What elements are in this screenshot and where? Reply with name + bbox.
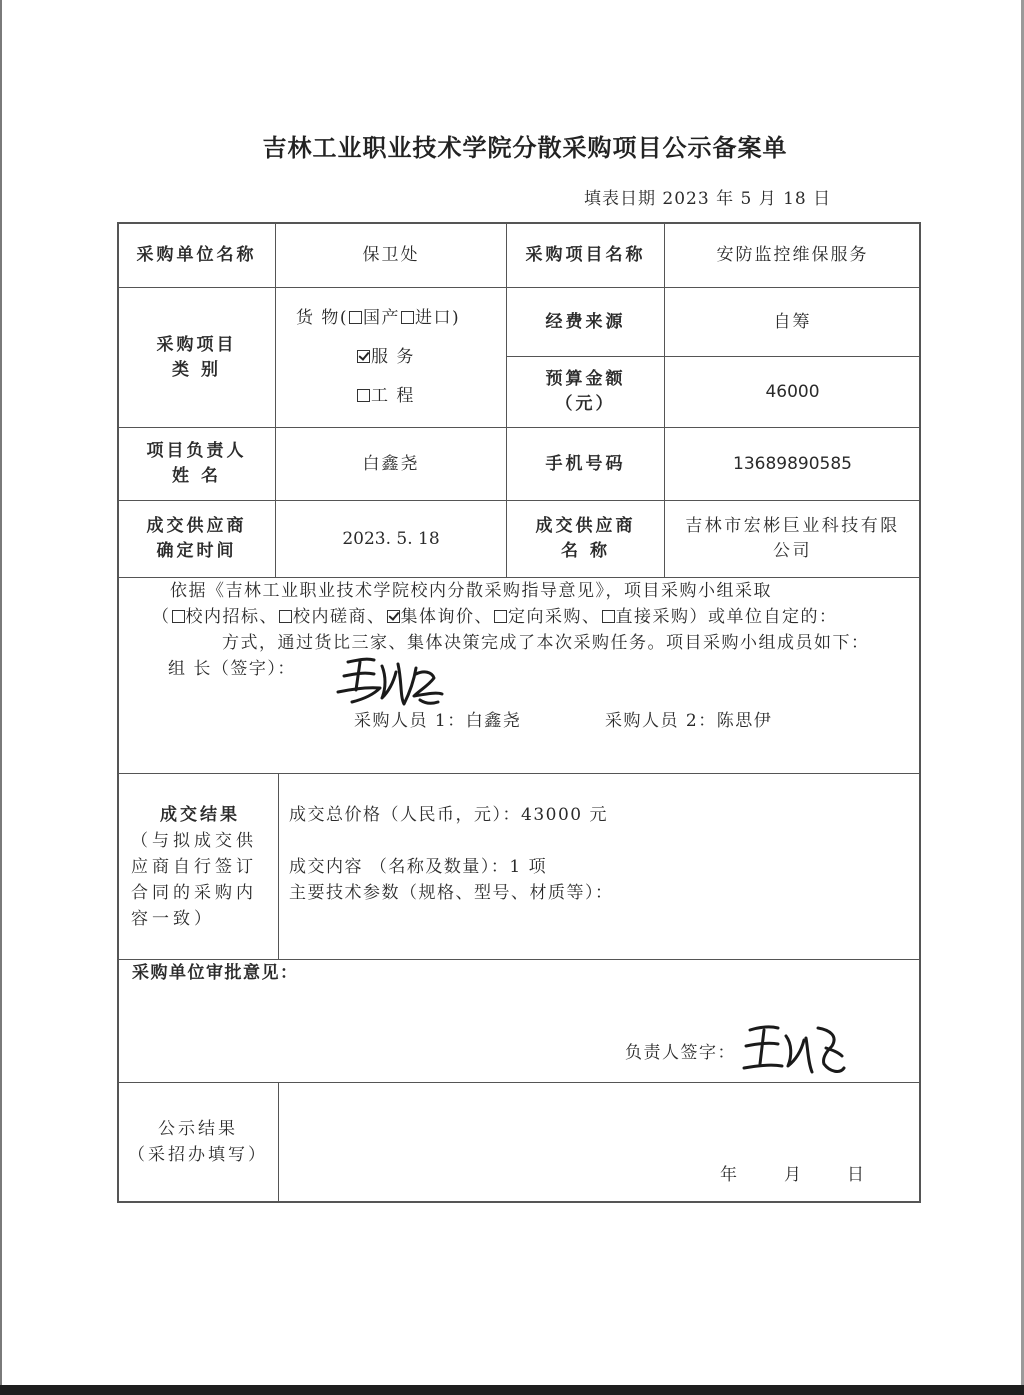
engineering-label: 工 程 [371,386,415,406]
publicity-year: 年 [720,1165,739,1185]
supplier-name-line1: 吉林市宏彬巨业科技有限 [685,516,900,536]
result-label-title: 成交结果 [160,805,240,825]
supplier-name-value [665,501,920,577]
engineering-option [356,384,415,408]
fill-date: 填表日期 2023 年 5 月 18 日 [584,189,832,209]
goods-import-label: 进口) [415,308,461,328]
column-divider [278,773,279,959]
basis-line1: 依据《吉林工业职业技术学院校内分散采购指导意见》，项目采购小组采取 [170,581,772,601]
unit-name-label: 采购单位名称 [136,244,257,265]
inquiry-checkbox[interactable] [387,610,400,623]
supplier-name-label [507,501,664,577]
row-divider [118,773,920,774]
column-divider [278,1082,279,1202]
member1: 采购人员 1：白鑫尧 [354,711,522,731]
service-checkbox[interactable] [357,350,370,363]
page-edge-left [0,0,2,1395]
category-label-line1: 采购项目 [156,334,237,355]
budget-label [507,357,664,427]
approval-signature [740,1018,850,1084]
supplier-name-label-line2: 名 称 [561,541,610,561]
service-label: 服 务 [371,347,415,367]
project-name-value: 安防监控维保服务 [716,244,869,265]
budget-value: 46000 [765,381,820,402]
page-title: 吉林工业职业技术学院分散采购项目公示备案单 [262,133,788,162]
publicity-label [118,1112,278,1172]
supplier-name-line2: 公司 [773,541,812,561]
tech-params: 主要技术参数（规格、型号、材质等）： [289,883,614,903]
publicity-label-line2: （采招办填写） [128,1145,268,1165]
manager-label-line1: 项目负责人 [146,441,247,461]
publicity-label-line1: 公示结果 [158,1119,238,1139]
result-label-line4: 容一致） [131,909,215,929]
leader-signature [330,652,450,714]
result-label-line1: （与拟成交供 [131,831,257,851]
funding-label: 经费来源 [545,311,626,332]
category-label [118,288,275,427]
row-divider [118,959,920,960]
bid-label: 校内招标、 [185,607,278,627]
goods-option [296,306,460,330]
goods-import-checkbox[interactable] [401,311,414,324]
row-divider [118,577,920,578]
manager-name: 白鑫尧 [362,453,420,474]
goods-label: 货 物( [296,308,349,328]
deal-content: 成交内容 （名称及数量）：1 项 [289,857,548,877]
project-name-label: 采购项目名称 [525,244,646,265]
page-edge-bottom [0,1385,1024,1395]
direct-label: 直接采购）或单位自定的： [615,607,838,627]
publicity-month: 月 [784,1165,803,1185]
budget-label-line2: （元） [555,394,616,414]
negotiate-label: 校内磋商、 [293,607,386,627]
manager-label [118,428,275,500]
directed-label: 定向采购、 [508,607,601,627]
publicity-day: 日 [847,1165,866,1185]
result-label-line3: 合同的采购内 [131,883,257,903]
basis-methods-line [152,605,838,629]
goods-domestic-label: 国产 [363,308,401,328]
direct-checkbox[interactable] [602,610,615,623]
supplier-name-label-line1: 成交供应商 [535,516,636,536]
approval-signer-label: 负责人签字： [625,1043,736,1063]
leader-sign-label: 组 长（签字）： [168,659,296,679]
manager-label-line2: 姓 名 [172,466,221,486]
methods-open-paren: （ [152,607,171,627]
result-label-line2: 应商自行签订 [131,857,257,877]
supplier-time-label [118,501,275,577]
budget-label-line1: 预算金额 [545,369,626,389]
bid-checkbox[interactable] [172,610,185,623]
inquiry-label: 集体询价、 [400,607,493,627]
unit-name-value: 保卫处 [362,244,420,265]
phone-label: 手机号码 [545,453,626,474]
engineering-checkbox[interactable] [357,389,370,402]
supplier-time-label-line1: 成交供应商 [146,516,247,536]
negotiate-checkbox[interactable] [279,610,292,623]
approval-label: 采购单位审批意见： [132,963,299,983]
phone-value: 13689890585 [733,453,852,474]
goods-domestic-checkbox[interactable] [349,311,362,324]
category-label-line2: 类 别 [172,359,221,380]
service-option [356,345,415,369]
directed-checkbox[interactable] [494,610,507,623]
supplier-time-value: 2023. 5. 18 [342,528,440,549]
member2: 采购人员 2：陈思伊 [605,711,773,731]
funding-value: 自筹 [773,311,812,332]
total-price: 成交总价格（人民币，元）：43000 元 [289,805,608,825]
basis-line3: 方式，通过货比三家、集体决策完成了本次采购任务。项目采购小组成员如下： [222,633,870,653]
supplier-time-label-line2: 确定时间 [156,541,237,561]
